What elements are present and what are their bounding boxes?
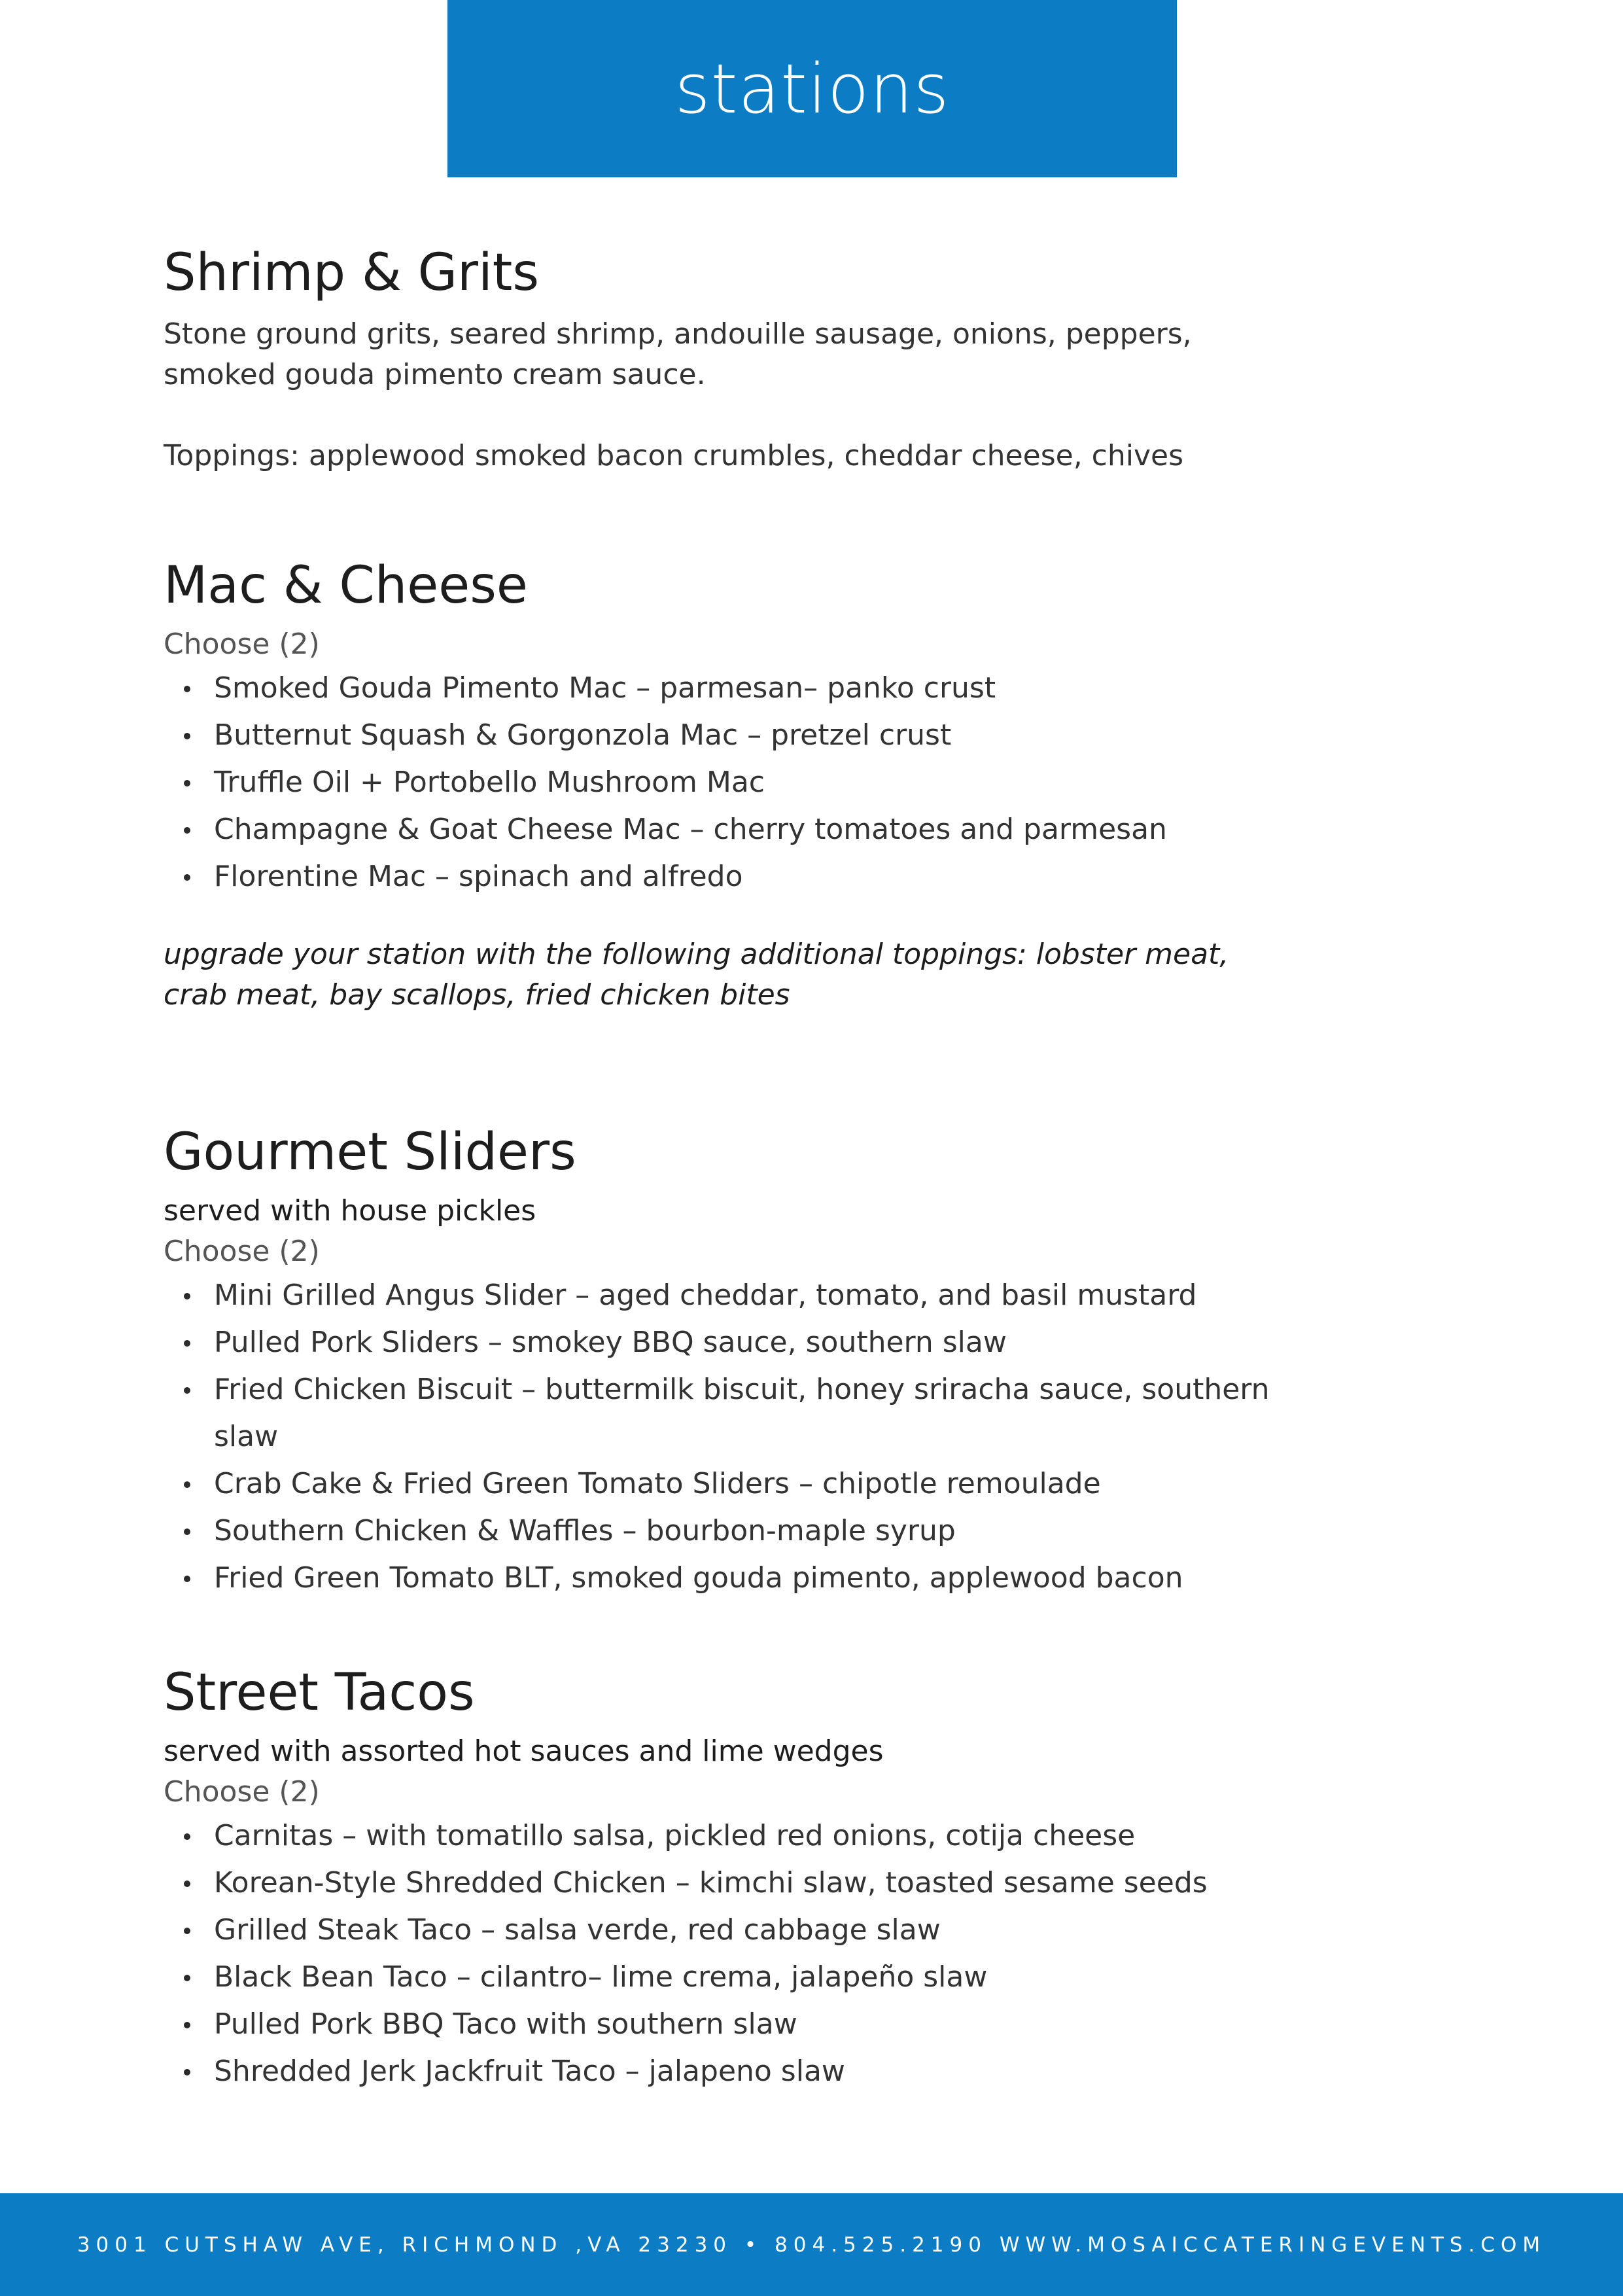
section-title: Gourmet Sliders bbox=[164, 1123, 576, 1182]
upgrade-note: crab meat, bay scallops, fried chicken bites bbox=[164, 978, 790, 1012]
footer-contact-text: 3001 CUTSHAW AVE, RICHMOND ,VA 23230 • 804.525.2190 WWW.MOSAICCATERINGEVENTS.COM bbox=[77, 2233, 1546, 2257]
section-title: Street Tacos bbox=[164, 1663, 475, 1722]
slider-options-list bbox=[164, 1272, 1339, 1602]
section-title: Shrimp & Grits bbox=[164, 243, 539, 302]
list-item: Butternut Squash & Gorgonzola Mac – pretzel crust bbox=[214, 712, 1374, 759]
served-with-note: served with house pickles bbox=[164, 1194, 536, 1227]
section-gourmet-sliders bbox=[164, 1123, 1374, 1602]
list-item: Truffle Oil + Portobello Mushroom Mac bbox=[214, 759, 1374, 806]
list-item: Pulled Pork Sliders – smokey BBQ sauce, southern slaw bbox=[214, 1319, 1339, 1366]
stations-banner bbox=[447, 0, 1177, 177]
list-item: Florentine Mac – spinach and alfredo bbox=[214, 853, 1374, 900]
list-item: Carnitas – with tomatillo salsa, pickled red onions, cotija cheese bbox=[214, 1812, 1374, 1860]
list-item: Black Bean Taco – cilantro– lime crema, jalapeño slaw bbox=[214, 1954, 1374, 2001]
list-item: Pulled Pork BBQ Taco with southern slaw bbox=[214, 2001, 1374, 2048]
list-item: Crab Cake & Fried Green Tomato Sliders – chipotle remoulade bbox=[214, 1460, 1339, 1508]
served-with-note: served with assorted hot sauces and lime wedges bbox=[164, 1735, 884, 1768]
description-line: Stone ground grits, seared shrimp, andouille sausage, onions, peppers, bbox=[164, 317, 1192, 351]
list-item: Smoked Gouda Pimento Mac – parmesan– panko crust bbox=[214, 665, 1374, 712]
choose-label: Choose (2) bbox=[164, 1235, 320, 1268]
list-item: Southern Chicken & Waffles – bourbon-maple syrup bbox=[214, 1508, 1339, 1555]
list-item: Shredded Jerk Jackfruit Taco – jalapeno slaw bbox=[214, 2048, 1374, 2095]
list-item: Champagne & Goat Cheese Mac – cherry tomatoes and parmesan bbox=[214, 806, 1374, 853]
toppings-text: Toppings: applewood smoked bacon crumbles, cheddar cheese, chives bbox=[164, 439, 1184, 472]
section-street-tacos bbox=[164, 1663, 1374, 2095]
list-item: Fried Green Tomato BLT, smoked gouda pimento, applewood bacon bbox=[214, 1555, 1339, 1602]
section-title: Mac & Cheese bbox=[164, 556, 528, 615]
list-item: Fried Chicken Biscuit – buttermilk biscuit, honey sriracha sauce, southern slaw bbox=[214, 1366, 1339, 1460]
choose-label: Choose (2) bbox=[164, 1775, 320, 1809]
description-line: smoked gouda pimento cream sauce. bbox=[164, 358, 706, 391]
mac-options-list bbox=[164, 665, 1374, 900]
choose-label: Choose (2) bbox=[164, 627, 320, 661]
list-item: Korean-Style Shredded Chicken – kimchi slaw, toasted sesame seeds bbox=[214, 1860, 1374, 1907]
list-item: Mini Grilled Angus Slider – aged cheddar, tomato, and basil mustard bbox=[214, 1272, 1339, 1319]
section-mac-cheese bbox=[164, 556, 1374, 1016]
page-title: stations bbox=[674, 48, 950, 129]
taco-options-list bbox=[164, 1812, 1374, 2095]
upgrade-note: upgrade your station with the following additional toppings: lobster meat, bbox=[164, 938, 1229, 971]
list-item: Grilled Steak Taco – salsa verde, red cabbage slaw bbox=[214, 1907, 1374, 1954]
section-shrimp-grits bbox=[164, 243, 1374, 476]
footer-bar bbox=[0, 2193, 1623, 2296]
